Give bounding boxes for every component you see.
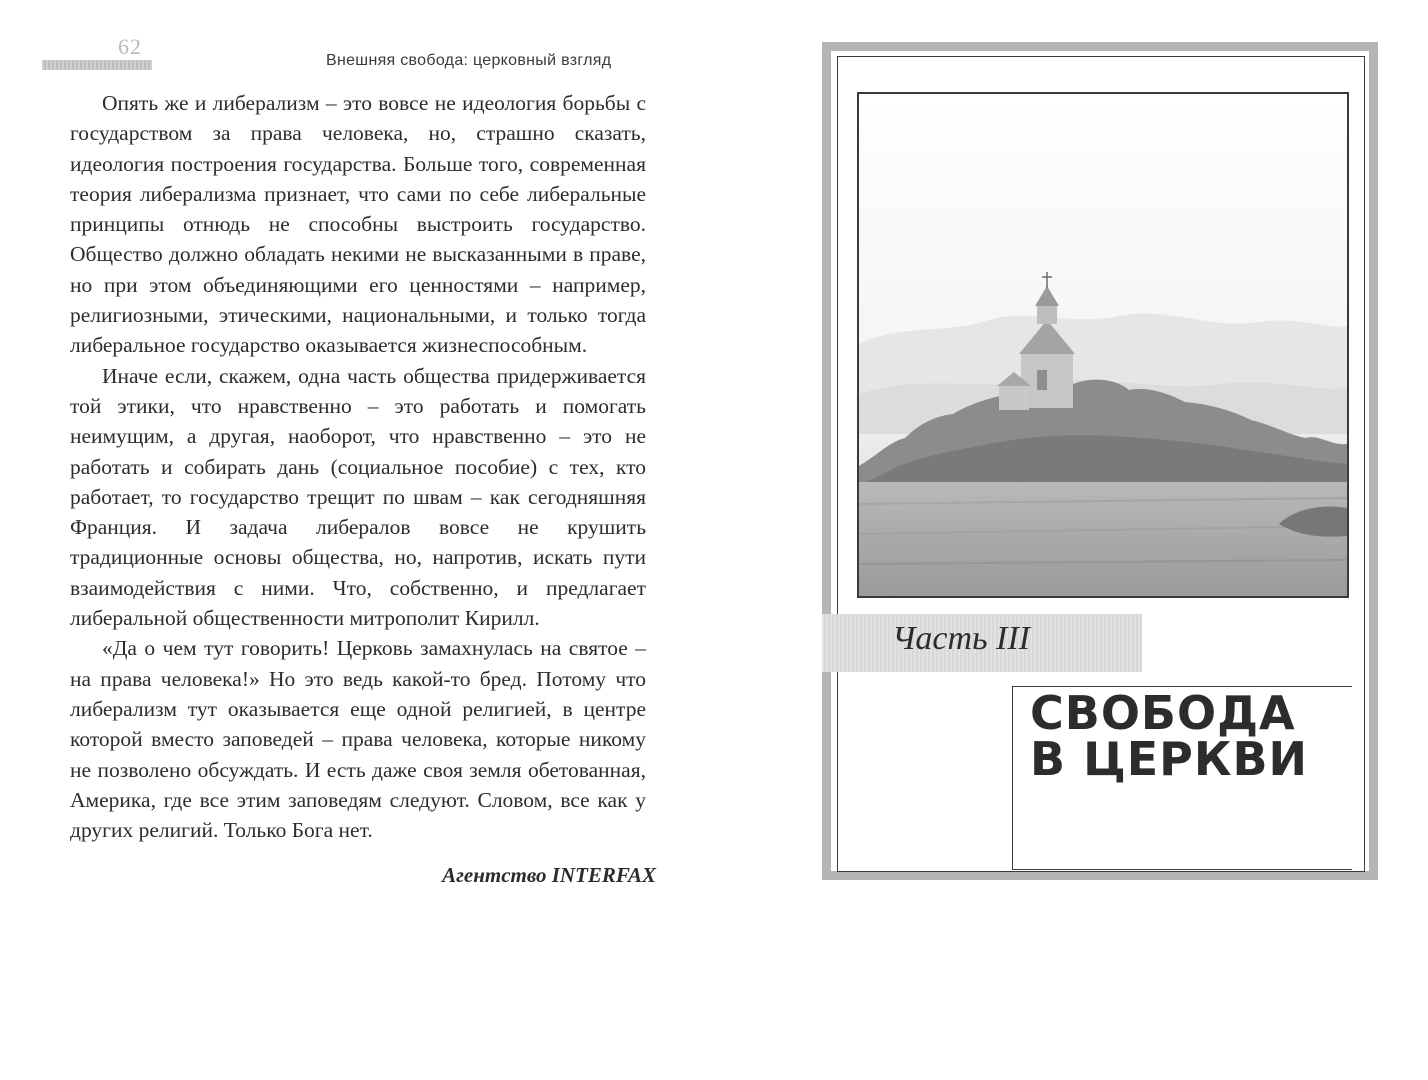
chapter-title-line-1: СВОБОДА xyxy=(1030,686,1296,740)
paragraph-1: Опять же и либерализм – это вовсе не идеология борьбы с государством за права человека, но, страшно сказать, идеология построения государства. Больше того, современная теория либерализма признает, что сами по себе либеральные принципы отнюдь не способны выстроить государство. Общество должно обладать некими не высказанными в праве, но при этом объединяющими его ценностями – например, религиозными, этическими, национальными, и только тогда либеральное государство оказывается жизнеспособным. xyxy=(70,91,646,358)
right-page xyxy=(714,0,1428,1080)
part-label: Часть III xyxy=(892,620,1031,657)
page-number: 62 xyxy=(118,34,142,59)
paragraph-3: «Да о чем тут говорить! Церковь замахнулась на святое – на права человека!» Но это ведь какой-то бред. Потому что либерализм тут оказывается еще одной религией, в центре которой вместо заповедей – права человека, которые никому не позволено обсуждать. И есть даже своя земля обетованная, Америка, где все этим заповедям следуют. Словом, все как у других религий. Только Бога нет. xyxy=(70,636,646,843)
body-text xyxy=(70,88,646,845)
page-number-block xyxy=(42,36,152,70)
paragraph-2: Иначе если, скажем, одна часть общества придерживается той этики, что нравственно – это работать и помогать неимущим, а другая, наоборот, что нравственно – это не работать и собирать дань (социальное пособие) с тех, кто работает, то государство трещит по швам – как сегодняшняя Франция. И задача либералов вовсе не крушить традиционные основы общества, но, напротив, искать пути взаимодействия с ними. Что, собственно, и предлагает либеральной общественности митрополит Кирилл. xyxy=(70,363,646,631)
attribution: Агентство INTERFAX xyxy=(442,863,656,887)
chapter-title-line-2: В ЦЕРКВИ xyxy=(1030,732,1309,786)
running-head: Внешняя свобода: церковный взгляд xyxy=(326,52,612,69)
page-number-bar xyxy=(42,60,152,70)
church-island-photo xyxy=(857,92,1349,598)
